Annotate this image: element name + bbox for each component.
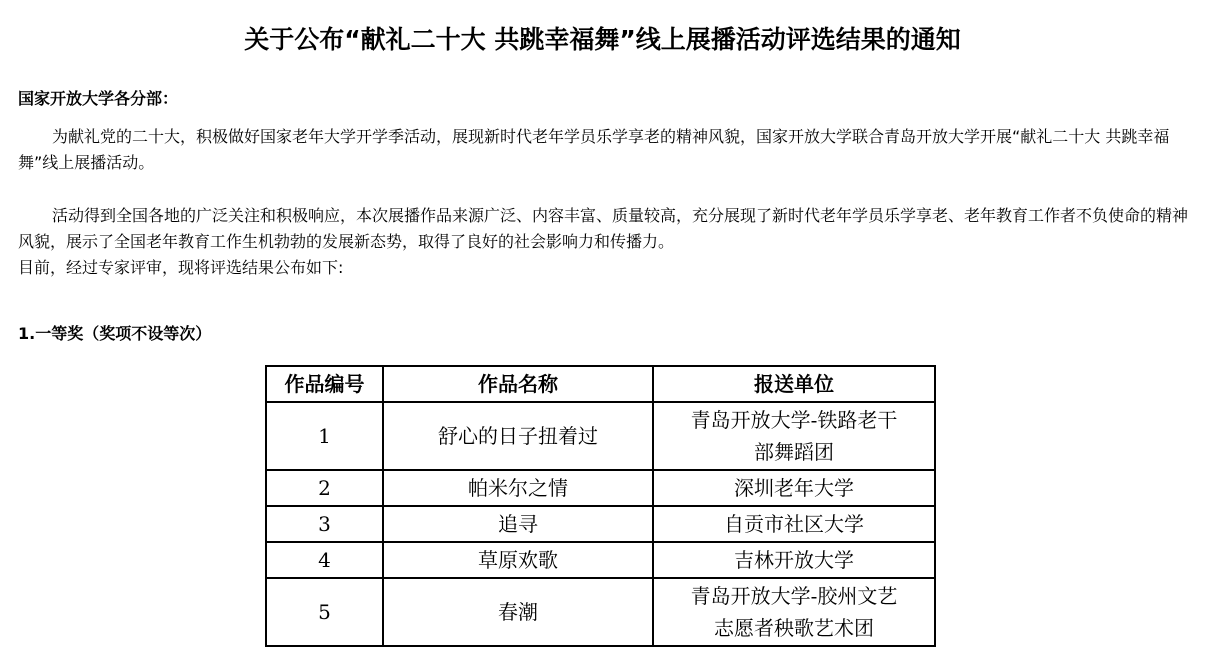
cell-work-name: 帕米尔之情 xyxy=(383,470,653,506)
cell-submitting-unit: 自贡市社区大学 xyxy=(653,506,935,542)
header-submitting-unit: 报送单位 xyxy=(653,366,935,402)
paragraph-intro: 为献礼党的二十大，积极做好国家老年大学开学季活动，展现新时代老年学员乐学享老的精神风貌，国家开放大学联合青岛开放大学开展“献礼二十大 共跳幸福舞”线上展播活动。 xyxy=(18,127,1170,172)
cell-submitting-unit: 吉林开放大学 xyxy=(653,542,935,578)
table-row xyxy=(266,542,935,578)
cell-unit-line: 志愿者秧歌艺术团 xyxy=(714,616,874,640)
cell-work-id: 1 xyxy=(266,402,383,470)
cell-submitting-unit: 深圳老年大学 xyxy=(653,470,935,506)
table-row xyxy=(266,470,935,506)
notice-title: 关于公布“献礼二十大 共跳幸福舞”线上展播活动评选结果的通知 xyxy=(244,25,961,54)
results-table xyxy=(265,365,936,647)
cell-work-id: 5 xyxy=(266,578,383,646)
header-work-id: 作品编号 xyxy=(266,366,383,402)
cell-unit-line: 部舞蹈团 xyxy=(754,440,834,464)
table-header-row xyxy=(266,366,935,402)
cell-work-id: 2 xyxy=(266,470,383,506)
table-row xyxy=(266,402,935,470)
cell-unit-line: 青岛开放大学-胶州文艺 xyxy=(690,584,898,608)
cell-submitting-unit xyxy=(653,402,935,470)
table-row xyxy=(266,506,935,542)
cell-work-id: 4 xyxy=(266,542,383,578)
cell-work-id: 3 xyxy=(266,506,383,542)
section-heading-first-prize: 1.一等奖（奖项不设等次） xyxy=(18,324,212,343)
paragraph-response: 活动得到全国各地的广泛关注和积极响应，本次展播作品来源广泛、内容丰富、质量较高，充分展现了新时代老年学员乐学享老、老年教育工作者不负使命的精神风貌，展示了全国老年教育工作生机勃勃的发展新态势，取得了良好的社会影响力和传播力。 xyxy=(18,206,1189,251)
cell-work-name: 春潮 xyxy=(383,578,653,646)
cell-unit-line: 青岛开放大学-铁路老干 xyxy=(690,408,898,432)
cell-submitting-unit xyxy=(653,578,935,646)
paragraph-announcement: 目前，经过专家评审，现将评选结果公布如下: xyxy=(18,258,344,277)
header-work-name: 作品名称 xyxy=(383,366,653,402)
cell-work-name: 追寻 xyxy=(383,506,653,542)
cell-work-name: 草原欢歌 xyxy=(383,542,653,578)
cell-work-name: 舒心的日子扭着过 xyxy=(383,402,653,470)
table-row xyxy=(266,578,935,646)
salutation: 国家开放大学各分部： xyxy=(18,89,179,108)
